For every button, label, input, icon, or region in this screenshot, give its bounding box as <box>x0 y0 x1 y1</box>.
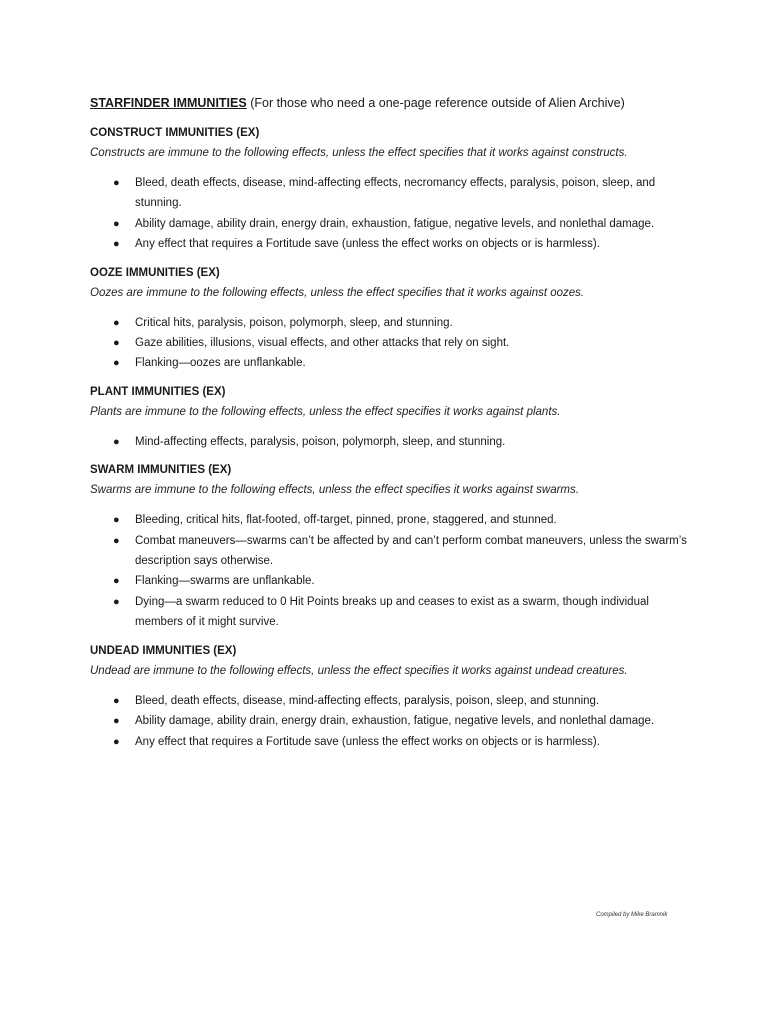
list-item <box>113 432 690 452</box>
bullet-icon: ● <box>113 514 120 527</box>
bullet-icon: ● <box>113 238 120 251</box>
list-item <box>113 214 690 234</box>
list-item <box>113 333 690 353</box>
section-heading: OOZE IMMUNITIES (EX) <box>90 266 220 279</box>
list-item <box>113 531 690 572</box>
list-item-text: Bleed, death effects, disease, mind-affecting effects, paralysis, poison, sleep, and stunning. <box>135 694 600 707</box>
list-item-text: Any effect that requires a Fortitude save (unless the effect works on objects or is harmless). <box>135 735 600 748</box>
section-heading: CONSTRUCT IMMUNITIES (EX) <box>90 127 260 139</box>
immunity-list <box>90 510 690 632</box>
section-intro: Plants are immune to the following effects, unless the effect specifies it works against plants. <box>90 405 561 418</box>
list-item-text: Critical hits, paralysis, poison, polymorph, sleep, and stunning. <box>135 316 453 329</box>
list-item <box>113 234 690 254</box>
section <box>90 123 690 255</box>
section-heading: SWARM IMMUNITIES (EX) <box>90 464 232 477</box>
list-item <box>113 313 690 333</box>
immunity-list <box>90 432 690 452</box>
list-item-text: Gaze abilities, illusions, visual effects, and other attacks that rely on sight. <box>135 337 510 350</box>
list-item <box>113 353 690 373</box>
section-intro: Undead are immune to the following effects, unless the effect specifies it works against undead creatures. <box>90 664 628 677</box>
document-content <box>90 93 690 760</box>
bullet-icon: ● <box>113 316 120 329</box>
bullet-icon: ● <box>113 357 120 370</box>
list-item-text: Flanking—swarms are unflankable. <box>135 575 315 588</box>
immunity-list <box>90 173 690 255</box>
list-item <box>113 732 690 752</box>
list-item <box>113 691 690 711</box>
immunity-list <box>90 313 690 374</box>
section-intro: Oozes are immune to the following effects, unless the effect specifies that it works against oozes. <box>90 286 585 299</box>
list-item <box>113 173 690 214</box>
list-item-text: Combat maneuvers—swarms can’t be affected by and can’t perform combat maneuvers, unless the swarm’s description says otherwise. <box>135 534 687 568</box>
section <box>90 641 690 752</box>
bullet-icon: ● <box>113 735 120 748</box>
section-intro: Swarms are immune to the following effects, unless the effect specifies it works against swarms. <box>90 484 579 497</box>
bullet-icon: ● <box>113 177 120 189</box>
list-item <box>113 711 690 731</box>
immunity-list <box>90 691 690 752</box>
list-item-text: Dying—a swarm reduced to 0 Hit Points breaks up and ceases to exist as a swarm, though individual members of it might survive. <box>135 595 649 629</box>
bullet-icon: ● <box>113 217 120 230</box>
list-item <box>113 571 690 591</box>
sections-container <box>90 123 690 752</box>
bullet-icon: ● <box>113 575 120 588</box>
section-heading: UNDEAD IMMUNITIES (EX) <box>90 644 237 657</box>
list-item-text: Flanking—oozes are unflankable. <box>135 357 306 370</box>
bullet-icon: ● <box>113 337 120 350</box>
section-intro: Constructs are immune to the following effects, unless the effect specifies that it works against constructs. <box>90 147 628 159</box>
section-heading: PLANT IMMUNITIES (EX) <box>90 385 226 398</box>
list-item-text: Ability damage, ability drain, energy drain, exhaustion, fatigue, negative levels, and nonlethal damage. <box>135 715 655 728</box>
document-title <box>90 93 690 113</box>
list-item-text: Ability damage, ability drain, energy drain, exhaustion, fatigue, negative levels, and nonlethal damage. <box>135 217 655 230</box>
footer-credit: Compiled by Mike Bramnik <box>596 912 668 918</box>
list-item <box>113 592 690 633</box>
list-item-text: Mind-affecting effects, paralysis, poison, polymorph, sleep, and stunning. <box>135 435 506 448</box>
title-note: (For those who need a one-page reference outside of Alien Archive) <box>246 96 625 110</box>
bullet-icon: ● <box>113 694 120 707</box>
bullet-icon: ● <box>113 534 120 547</box>
section <box>90 382 690 452</box>
bullet-icon: ● <box>113 715 120 728</box>
list-item-text: Any effect that requires a Fortitude save (unless the effect works on objects or is harmless). <box>135 238 600 251</box>
list-item-text: Bleeding, critical hits, flat-footed, off-target, pinned, prone, staggered, and stunned. <box>135 514 557 527</box>
list-item-text: Bleed, death effects, disease, mind-affecting effects, necromancy effects, paralysis, poison, sleep, and stunning. <box>135 177 656 210</box>
section <box>90 460 690 632</box>
title-main: STARFINDER IMMUNITIES <box>90 96 247 110</box>
section <box>90 263 690 374</box>
bullet-icon: ● <box>113 595 120 608</box>
list-item <box>113 510 690 530</box>
bullet-icon: ● <box>113 435 120 448</box>
